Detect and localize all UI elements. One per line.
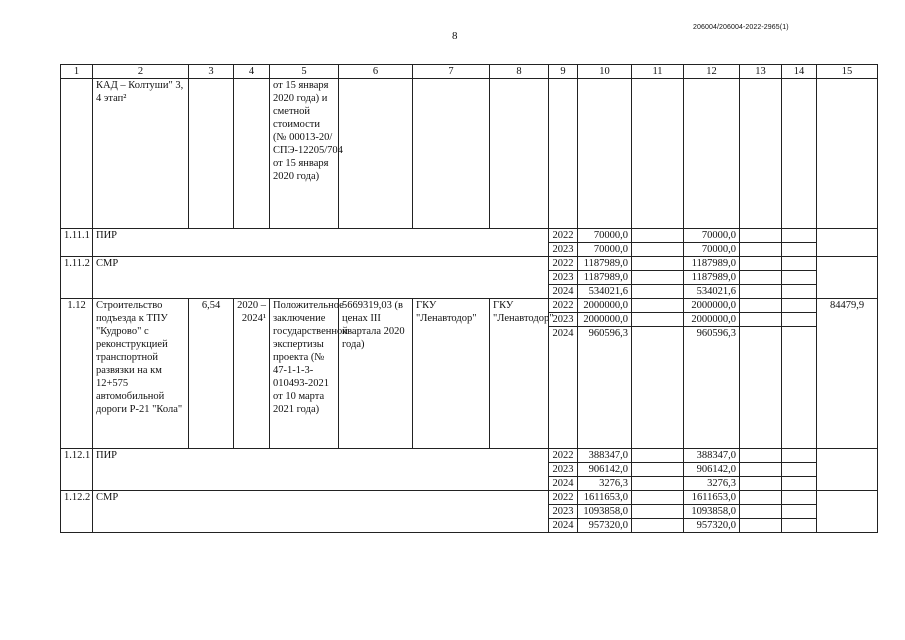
value-cell: 906142,0 (578, 463, 632, 477)
year-cell: 2022 (549, 491, 578, 505)
year-cell: 2023 (549, 463, 578, 477)
col-header: 15 (817, 65, 878, 79)
col-header: 1 (61, 65, 93, 79)
value-cell: 1611653,0 (684, 491, 740, 505)
value-cell: 1093858,0 (578, 505, 632, 519)
year-cell: 2023 (549, 505, 578, 519)
row-label: СМР (93, 257, 549, 299)
value-cell: 534021,6 (578, 285, 632, 299)
year-cell: 2022 (549, 257, 578, 271)
year-cell: 2022 (549, 299, 578, 313)
year-cell: 2023 (549, 313, 578, 327)
col-header: 10 (578, 65, 632, 79)
year-cell: 2024 (549, 285, 578, 299)
table-row (61, 491, 878, 505)
col-header: 6 (339, 65, 413, 79)
table-row (61, 449, 878, 463)
row-label: СМР (93, 491, 549, 533)
value-cell: 1187989,0 (578, 257, 632, 271)
object-name-cell: Строительство подъезда к ТПУ "Кудрово" с реконструкцией транспортной развязки на км 12+575 автомобильной дороги Р-21 "Кола" (93, 299, 189, 449)
value-cell: 3276,3 (578, 477, 632, 491)
table-row (61, 229, 878, 243)
value-cell: 534021,6 (684, 285, 740, 299)
value-cell: 960596,3 (684, 327, 740, 449)
value-cell: 2000000,0 (578, 313, 632, 327)
col-header: 3 (189, 65, 234, 79)
row-number: 1.12.1 (61, 449, 93, 491)
customer-cell: ГКУ "Ленавтодор" (413, 299, 490, 449)
document-id: 206004/206004-2022-2965(1) (693, 24, 789, 31)
column-number-row (61, 65, 878, 79)
value-cell: 1093858,0 (684, 505, 740, 519)
col-header: 11 (632, 65, 684, 79)
value-cell: 3276,3 (684, 477, 740, 491)
col-header: 5 (270, 65, 339, 79)
period-cell: 2020 – 2024¹ (234, 299, 270, 449)
document-cell: Положительное заключение государственной экспертизы проекта (№ 47-1-1-3-010493-2021 от 10 марта 2021 года) (270, 299, 339, 449)
row-label: ПИР (93, 229, 549, 257)
row-number: 1.12.2 (61, 491, 93, 533)
value-cell: 70000,0 (684, 243, 740, 257)
col-header: 13 (740, 65, 782, 79)
value-cell: 906142,0 (684, 463, 740, 477)
value-cell: 960596,3 (578, 327, 632, 449)
table-row (61, 257, 878, 271)
value-cell: 70000,0 (578, 243, 632, 257)
col-header: 4 (234, 65, 270, 79)
document-cell: от 15 января 2020 года) и сметной стоимости (№ 00013-20/СПЭ-12205/704 от 15 января 2020 года) (270, 79, 339, 229)
value-cell: 70000,0 (578, 229, 632, 243)
value-cell: 2000000,0 (684, 313, 740, 327)
col-header: 12 (684, 65, 740, 79)
value-cell: 1611653,0 (578, 491, 632, 505)
row-number: 1.12 (61, 299, 93, 449)
year-cell: 2024 (549, 477, 578, 491)
table-row (61, 79, 878, 229)
col-header: 9 (549, 65, 578, 79)
investment-table (60, 64, 878, 533)
row-number: 1.11.1 (61, 229, 93, 257)
total-cell: 84479,9 (817, 299, 878, 449)
col-header: 7 (413, 65, 490, 79)
value-cell: 70000,0 (684, 229, 740, 243)
value-cell: 1187989,0 (578, 271, 632, 285)
row-number: 1.11.2 (61, 257, 93, 299)
table-row (61, 299, 878, 313)
value-cell: 957320,0 (578, 519, 632, 533)
value-cell: 2000000,0 (578, 299, 632, 313)
page-number: 8 (452, 30, 458, 42)
value-cell: 388347,0 (578, 449, 632, 463)
value-cell: 1187989,0 (684, 257, 740, 271)
col-header: 2 (93, 65, 189, 79)
year-cell: 2022 (549, 449, 578, 463)
capacity-cell: 6,54 (189, 299, 234, 449)
value-cell: 2000000,0 (684, 299, 740, 313)
year-cell: 2023 (549, 243, 578, 257)
developer-cell: ГКУ "Ленавтодор" (490, 299, 549, 449)
value-cell: 388347,0 (684, 449, 740, 463)
year-cell: 2023 (549, 271, 578, 285)
row-label: ПИР (93, 449, 549, 491)
year-cell: 2024 (549, 519, 578, 533)
col-header: 14 (782, 65, 817, 79)
year-cell: 2022 (549, 229, 578, 243)
value-cell: 957320,0 (684, 519, 740, 533)
object-name-cell: КАД – Колтуши" 3, 4 этап² (93, 79, 189, 229)
cost-cell: 5669319,03 (в ценах III квартала 2020 года) (339, 299, 413, 449)
value-cell: 1187989,0 (684, 271, 740, 285)
year-cell: 2024 (549, 327, 578, 449)
col-header: 8 (490, 65, 549, 79)
